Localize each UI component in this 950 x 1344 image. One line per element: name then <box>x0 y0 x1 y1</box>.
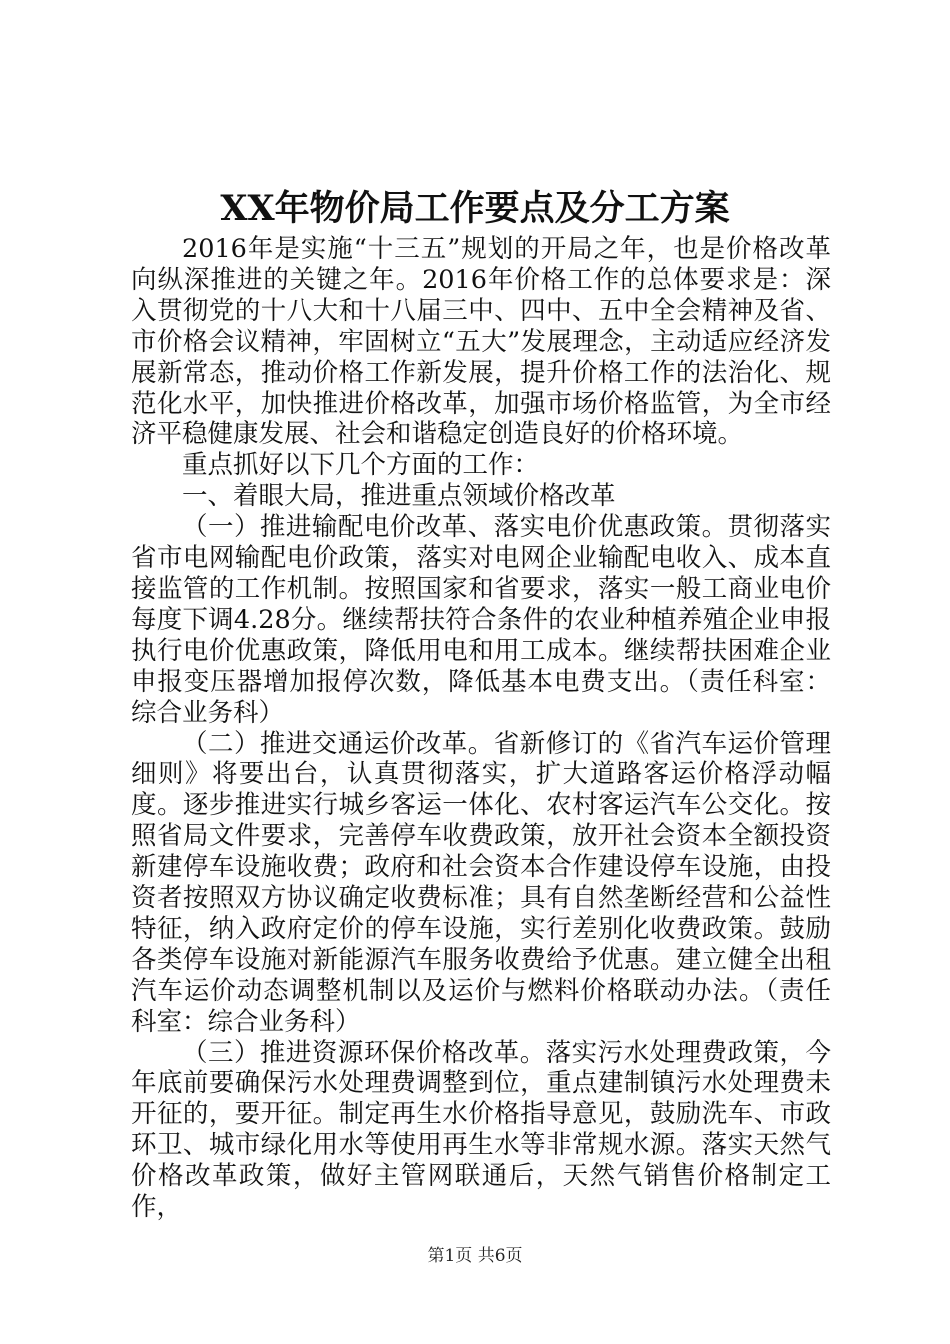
paragraph-item-2: （二）推进交通运价改革。省新修订的《省汽车运价管理细则》将要出台，认真贯彻落实，扩大道路客运价格浮动幅度。逐步推进实行城乡客运一体化、农村客运汽车公交化。按照省局文件要求，完善停车收费政策，放开社会资本全额投资新建停车设施收费；政府和社会资本合作建设停车设施，由投资者按照双方协议确定收费标准；具有自然垄断经营和公益性特征，纳入政府定价的停车设施，实行差别化收费政策。鼓励各类停车设施对新能源汽车服务收费给予优惠。建立健全出租汽车运价动态调整机制以及运价与燃料价格联动办法。（责任科室：综合业务科） <box>131 728 831 1037</box>
paragraph-item-3: （三）推进资源环保价格改革。落实污水处理费政策，今年底前要确保污水处理费调整到位，重点建制镇污水处理费未开征的，要开征。制定再生水价格指导意见，鼓励洗车、市政环卫、城市绿化用水等使用再生水等非常规水源。落实天然气价格改革政策，做好主管网联通后，天然气销售价格制定工作， <box>131 1037 831 1223</box>
paragraph-item-1: （一）推进输配电价改革、落实电价优惠政策。贯彻落实省市电网输配电价政策，落实对电网企业输配电收入、成本直接监管的工作机制。按照国家和省要求，落实一般工商业电价每度下调4.28分。继续帮扶符合条件的农业种植养殖企业申报执行电价优惠政策，降低用电和用工成本。继续帮扶困难企业申报变压器增加报停次数，降低基本电费支出。（责任科室：综合业务科） <box>131 512 831 728</box>
document-body <box>131 234 831 1223</box>
paragraph-intro: 2016年是实施“十三五”规划的开局之年，也是价格改革向纵深推进的关键之年。2016年价格工作的总体要求是：深入贯彻党的十八大和十八届三中、四中、五中全会精神及省、市价格会议精神，牢固树立“五大”发展理念，主动适应经济发展新常态，推动价格工作新发展，提升价格工作的法治化、规范化水平，加快推进价格改革，加强市场价格监管，为全市经济平稳健康发展、社会和谐稳定创造良好的价格环境。 <box>131 234 831 450</box>
paragraph-focus: 重点抓好以下几个方面的工作： <box>182 450 540 481</box>
page-footer: 第1页 共6页 <box>427 1246 523 1266</box>
section-heading-1: 一、着眼大局，推进重点领域价格改革 <box>182 481 616 512</box>
document-title: XX年物价局工作要点及分工方案 <box>220 188 730 229</box>
